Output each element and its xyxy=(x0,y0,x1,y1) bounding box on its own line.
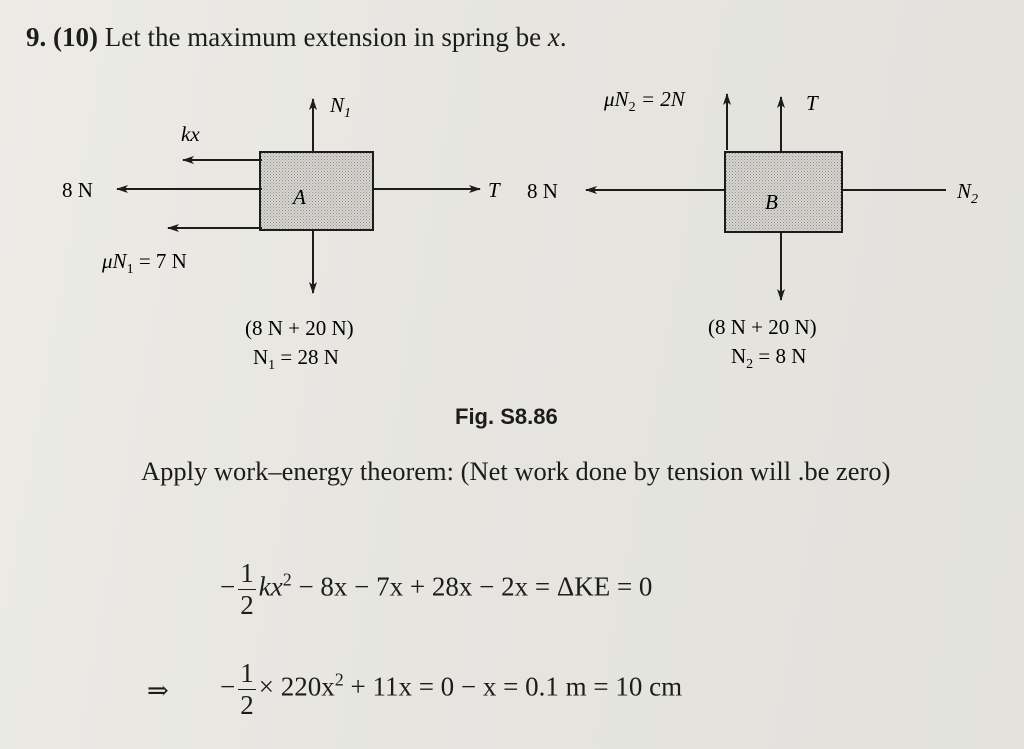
weight-label-a: (8 N + 20 N) xyxy=(245,316,354,340)
eq1-rest: − 8x − 7x + 28x − 2x = ΔKE = 0 xyxy=(291,571,653,602)
eq1-denominator: 2 xyxy=(240,590,254,620)
block-a-diagram xyxy=(62,93,501,373)
eq2-sign: − xyxy=(220,671,236,702)
friction-label-a: $\mu N_1 = 7$ N xyxy=(102,249,187,277)
weight-label-b: (8 N + 20 N) xyxy=(708,315,817,339)
eq2-exponent: 2 xyxy=(334,669,344,690)
problem-number: 9. xyxy=(26,22,47,52)
block-b-label: B xyxy=(765,190,778,214)
equation-2 xyxy=(220,660,682,719)
problem-text: Let the maximum extension in spring be xyxy=(104,22,548,52)
friction-label-b: $\mu N_2 = 2N$ xyxy=(604,87,685,115)
eq1-exponent: 2 xyxy=(282,569,292,590)
eq2-rest: + 11x = 0 − x = 0.1 m = 10 cm xyxy=(343,671,683,702)
eq2-term: × 220x xyxy=(258,671,335,702)
spring-force-label: kx xyxy=(181,122,200,146)
problem-variable: x xyxy=(547,22,560,52)
tension-label-a: T xyxy=(488,178,500,202)
normal-label-a: $N_1$ xyxy=(330,93,352,121)
eq1-numerator: 1 xyxy=(240,558,254,588)
tension-label-b: T xyxy=(806,91,818,115)
block-b xyxy=(725,152,842,232)
normal-result-a: $N_1 = 28$ N xyxy=(253,345,339,373)
right-label-b: $N_2$ xyxy=(957,179,979,207)
left-force-label-b: 8 N xyxy=(527,179,558,203)
block-a-label: A xyxy=(293,185,306,209)
problem-text-end: . xyxy=(559,22,567,52)
figure-caption: Fig. S8.86 xyxy=(455,404,558,429)
eq1-fraction xyxy=(238,560,256,619)
eq1-term: kx xyxy=(258,571,283,602)
eq2-fraction xyxy=(238,660,256,719)
equation-1 xyxy=(220,560,652,619)
eq2-numerator: 1 xyxy=(240,658,254,688)
block-a xyxy=(260,152,373,230)
block-b-diagram xyxy=(527,87,978,372)
normal-result-b: $N_2 = 8$ N xyxy=(731,344,807,372)
problem-marks: (10) xyxy=(53,22,98,52)
left-force-label-a: 8 N xyxy=(62,178,93,202)
solution-intro: Apply work–energy theorem: (Net work done by tension will .be zero) xyxy=(141,456,891,486)
eq2-denominator: 2 xyxy=(240,690,254,720)
eq1-sign: − xyxy=(220,571,236,602)
implies-symbol: ⇒ xyxy=(147,676,169,705)
